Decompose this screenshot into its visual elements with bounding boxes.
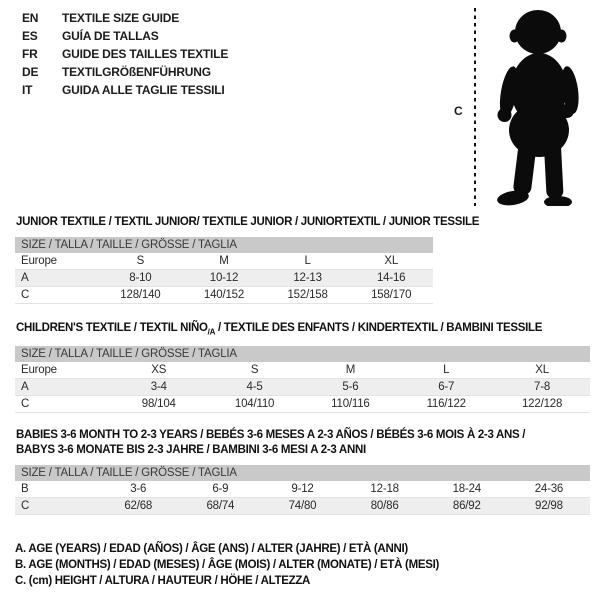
title-subscript: /A: [207, 327, 216, 337]
size-value-cell: 158/170: [371, 289, 412, 301]
childrens-size-table: [15, 346, 590, 413]
height-measure-figure: [448, 6, 593, 208]
table-row-age: [15, 270, 433, 287]
row-label-cell: B: [21, 483, 29, 496]
size-value-cell: 8-10: [99, 270, 183, 287]
language-code: ES: [22, 29, 38, 43]
section-babies-textile: [15, 428, 600, 515]
size-value-cell: M: [345, 364, 356, 377]
babies-size-table: [15, 465, 590, 515]
row-label-cell: C: [21, 398, 30, 411]
size-value-cell: 104/110: [234, 398, 275, 411]
junior-size-table: [15, 237, 433, 304]
size-value-cell: 3-4: [111, 379, 207, 396]
section-title: [16, 428, 600, 458]
row-label-cell: A: [15, 379, 111, 396]
section-junior-textile: [15, 215, 600, 304]
row-label-cell: Europe: [21, 255, 57, 267]
legend-note-a: A. AGE (YEARS) / EDAD (AÑOS) / ÂGE (ANS) / ALTER (JAHRE) / ETÀ (ANNI): [15, 543, 408, 556]
section-childrens-textile: [15, 321, 600, 413]
size-value-cell: 3-6: [130, 483, 147, 496]
language-title: TEXTILE SIZE GUIDE: [62, 11, 180, 25]
row-label-cell: Europe: [21, 364, 57, 377]
language-code: IT: [22, 83, 33, 97]
section-title: [16, 321, 600, 339]
size-value-cell: 116/122: [426, 398, 466, 411]
size-value-cell: 6-9: [212, 483, 229, 496]
language-title: GUIDA ALLE TAGLIE TESSILI: [62, 83, 225, 97]
legend-note-c: C. (cm) HEIGHT / ALTURA / HAUTEUR / HÖHE / ALTEZZA: [15, 575, 311, 588]
size-value-cell: 74/80: [261, 498, 343, 515]
table-row-height: [15, 396, 590, 413]
size-value-cell: S: [136, 255, 145, 267]
table-header-row: [15, 346, 590, 362]
size-header-cell: SIZE / TALLA / TAILLE / GRÖSSE / TAGLIA: [15, 237, 433, 253]
title-part: / TEXTILE DES ENFANTS / KINDERTEXTIL / BAMBINI TESSILE: [215, 322, 543, 334]
size-value-cell: S: [250, 364, 259, 377]
size-value-cell: 6-7: [398, 379, 494, 396]
row-label-cell: C: [21, 289, 30, 301]
size-header-cell: SIZE / TALLA / TAILLE / GRÖSSE / TAGLIA: [15, 465, 590, 481]
legend-notes: [15, 541, 600, 589]
size-value-cell: 140/152: [203, 289, 245, 301]
size-header-cell: SIZE / TALLA / TAILLE / GRÖSSE / TAGLIA: [15, 346, 590, 362]
size-value-cell: 152/158: [287, 289, 328, 301]
size-value-cell: 9-12: [291, 483, 314, 496]
size-value-cell: XS: [151, 364, 167, 377]
language-title: GUÍA DE TALLAS: [62, 29, 159, 43]
language-code: EN: [22, 11, 39, 25]
table-row-age: [15, 379, 590, 396]
size-value-cell: 92/98: [508, 498, 590, 515]
size-value-cell: 128/140: [120, 289, 161, 301]
table-row-height: [15, 498, 590, 515]
baby-silhouette-icon: [488, 6, 588, 206]
section-title: JUNIOR TEXTILE / TEXTIL JUNIOR/ TEXTILE JUNIOR / JUNIORTEXTIL / JUNIOR TESSILE: [16, 216, 480, 228]
size-value-cell: 12-18: [370, 483, 399, 496]
size-value-cell: L: [304, 255, 311, 267]
table-row-months: [15, 481, 590, 498]
size-value-cell: 68/74: [179, 498, 261, 515]
size-value-cell: 10-12: [182, 270, 266, 287]
size-value-cell: 14-16: [349, 270, 433, 287]
size-value-cell: M: [219, 255, 229, 267]
size-value-cell: 122/128: [521, 398, 563, 411]
size-value-cell: L: [443, 364, 450, 377]
size-value-cell: XL: [384, 255, 399, 267]
row-label-cell: C: [15, 498, 97, 515]
title-part: CHILDREN'S TEXTILE / TEXTIL NIÑO: [16, 322, 208, 334]
size-value-cell: 110/116: [331, 398, 370, 411]
language-title: TEXTILGRÖßENFÜHRUNG: [62, 65, 211, 79]
size-value-cell: 62/68: [97, 498, 179, 515]
size-value-cell: 7-8: [494, 379, 590, 396]
height-dashed-line-icon: [474, 8, 476, 206]
table-row-europe: [15, 362, 590, 379]
table-row-height: [15, 287, 433, 304]
title-line-1: BABIES 3-6 MONTH TO 2-3 YEARS / BEBÉS 3-6 MESES A 2-3 AÑOS / BÉBÉS 3-6 MOIS À 2-3 ANS /: [16, 429, 526, 442]
table-header-row: [15, 465, 590, 481]
size-value-cell: 86/92: [426, 498, 508, 515]
size-value-cell: 12-13: [266, 270, 350, 287]
title-line-2: BABYS 3-6 MONATE BIS 2-3 JAHRE / BAMBINI 3-6 MESI A 2-3 ANNI: [16, 444, 366, 457]
row-label-cell: A: [15, 270, 99, 287]
language-code: DE: [22, 65, 39, 79]
height-measure-letter: C: [454, 104, 463, 118]
size-value-cell: 24-36: [534, 483, 564, 496]
size-value-cell: 5-6: [302, 379, 398, 396]
size-value-cell: 80/86: [344, 498, 426, 515]
size-value-cell: 98/104: [141, 398, 176, 411]
language-title: GUIDE DES TAILLES TEXTILE: [62, 47, 229, 61]
size-value-cell: 4-5: [207, 379, 303, 396]
table-header-row: [15, 237, 433, 253]
size-value-cell: XL: [535, 364, 549, 377]
table-row-europe: [15, 253, 433, 270]
language-code: FR: [22, 47, 38, 61]
legend-note-b: B. AGE (MONTHS) / EDAD (MESES) / ÂGE (MOIS) / ALTER (MONATE) / ETÀ (MESI): [15, 559, 440, 572]
size-value-cell: 18-24: [452, 483, 481, 496]
header-area: [0, 0, 600, 208]
